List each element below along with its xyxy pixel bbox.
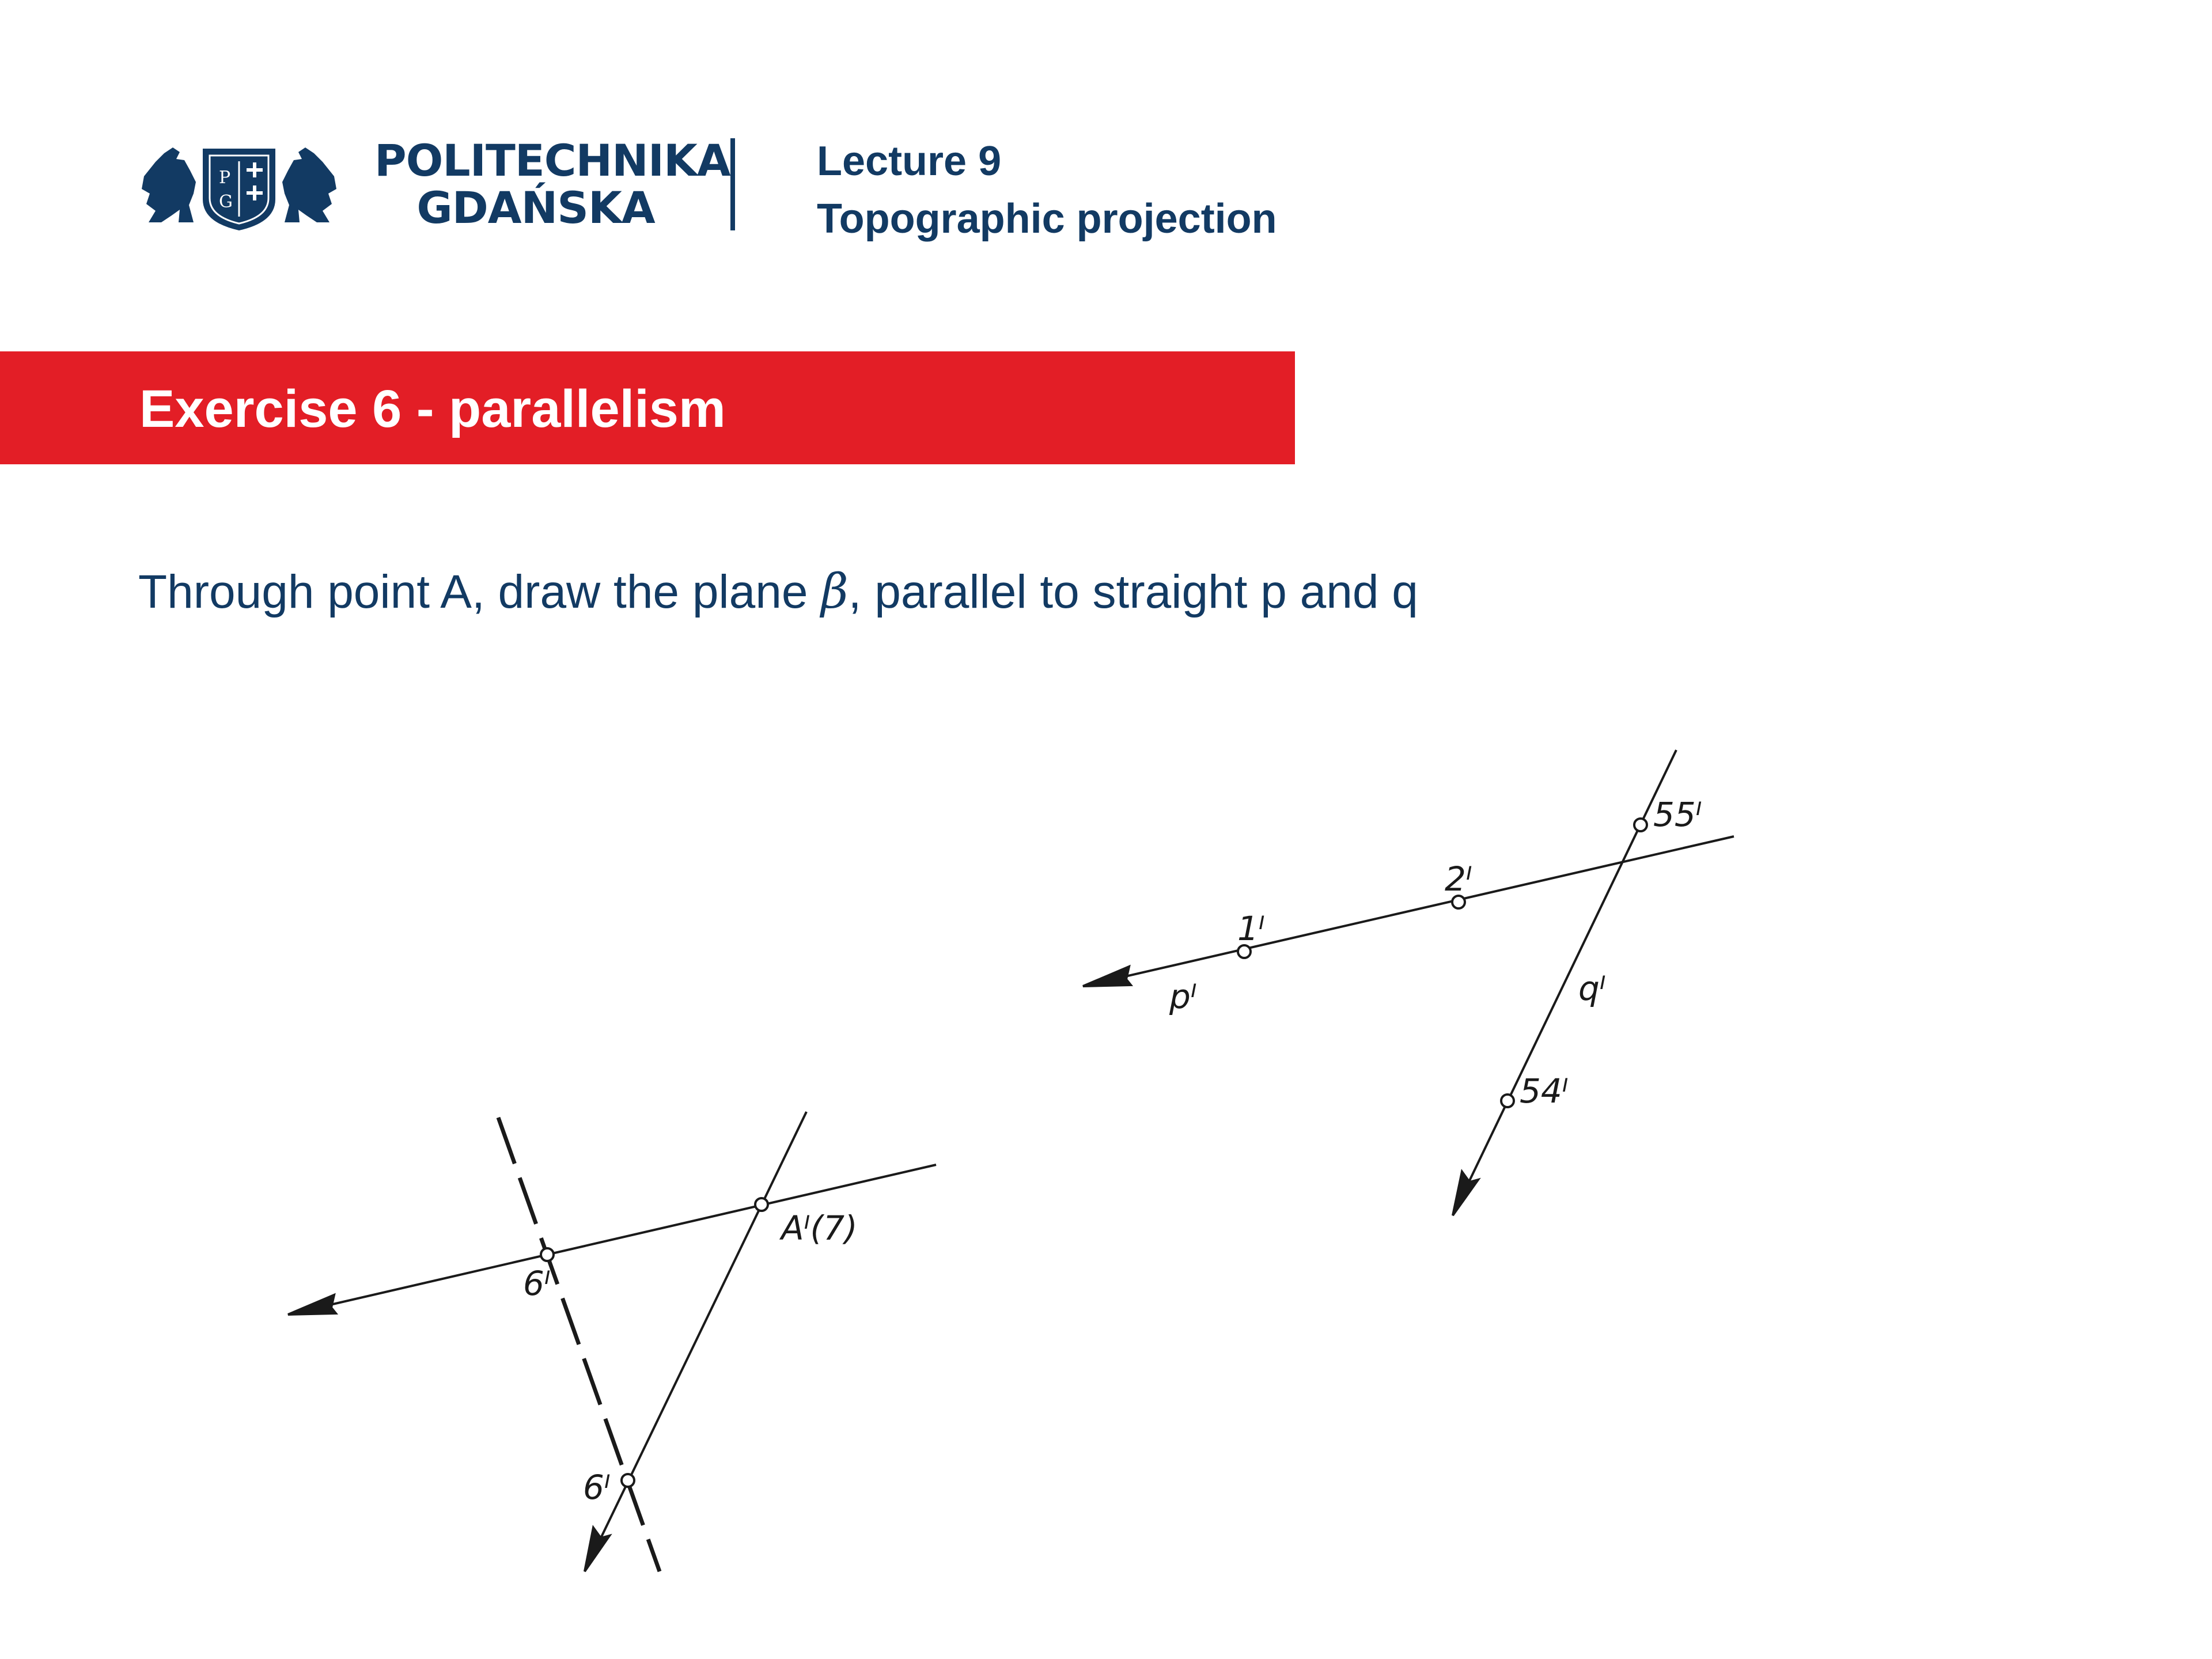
arrowhead-oblique-icon	[585, 1528, 609, 1571]
label-6-bottom: 6ᴵ	[583, 1468, 611, 1507]
svg-text:P: P	[219, 168, 231, 188]
instruction-text-before: Through point A, draw the plane	[138, 566, 821, 618]
label-1: 1ᴵ	[1237, 909, 1265, 948]
svg-text:G: G	[219, 192, 233, 212]
lecture-topic: Topographic projection	[817, 196, 1277, 242]
arrowhead-q-icon	[1453, 1172, 1478, 1215]
instruction-text-after: , parallel to straight p and q	[848, 566, 1418, 618]
label-2: 2ᴵ	[1445, 859, 1472, 899]
label-q: qᴵ	[1578, 969, 1606, 1008]
arrowhead-left-icon	[288, 1295, 336, 1315]
lecture-number: Lecture 9	[817, 138, 1002, 184]
brand-line-2: GDAŃSKA	[416, 182, 655, 233]
point-55	[1634, 819, 1647, 831]
label-6-top: 6ᴵ	[523, 1264, 551, 1303]
brand-line-1: POLITECHNIKA	[374, 135, 730, 186]
line-p	[1083, 836, 1734, 986]
point-6-bottom	[622, 1474, 634, 1487]
arrowhead-p-icon	[1083, 967, 1131, 986]
point-54	[1501, 1094, 1514, 1107]
beta-symbol: β	[821, 565, 849, 619]
exercise-title: Exercise 6 - parallelism	[139, 380, 726, 438]
line-through-a-oblique	[585, 1112, 806, 1571]
label-a: Aᴵ(7)	[781, 1209, 858, 1248]
label-p: pᴵ	[1169, 977, 1197, 1016]
point-a	[755, 1198, 768, 1211]
point-6-top	[541, 1248, 554, 1261]
dashed-line	[498, 1118, 660, 1571]
label-55: 55ᴵ	[1653, 795, 1702, 834]
label-54: 54ᴵ	[1520, 1071, 1569, 1111]
